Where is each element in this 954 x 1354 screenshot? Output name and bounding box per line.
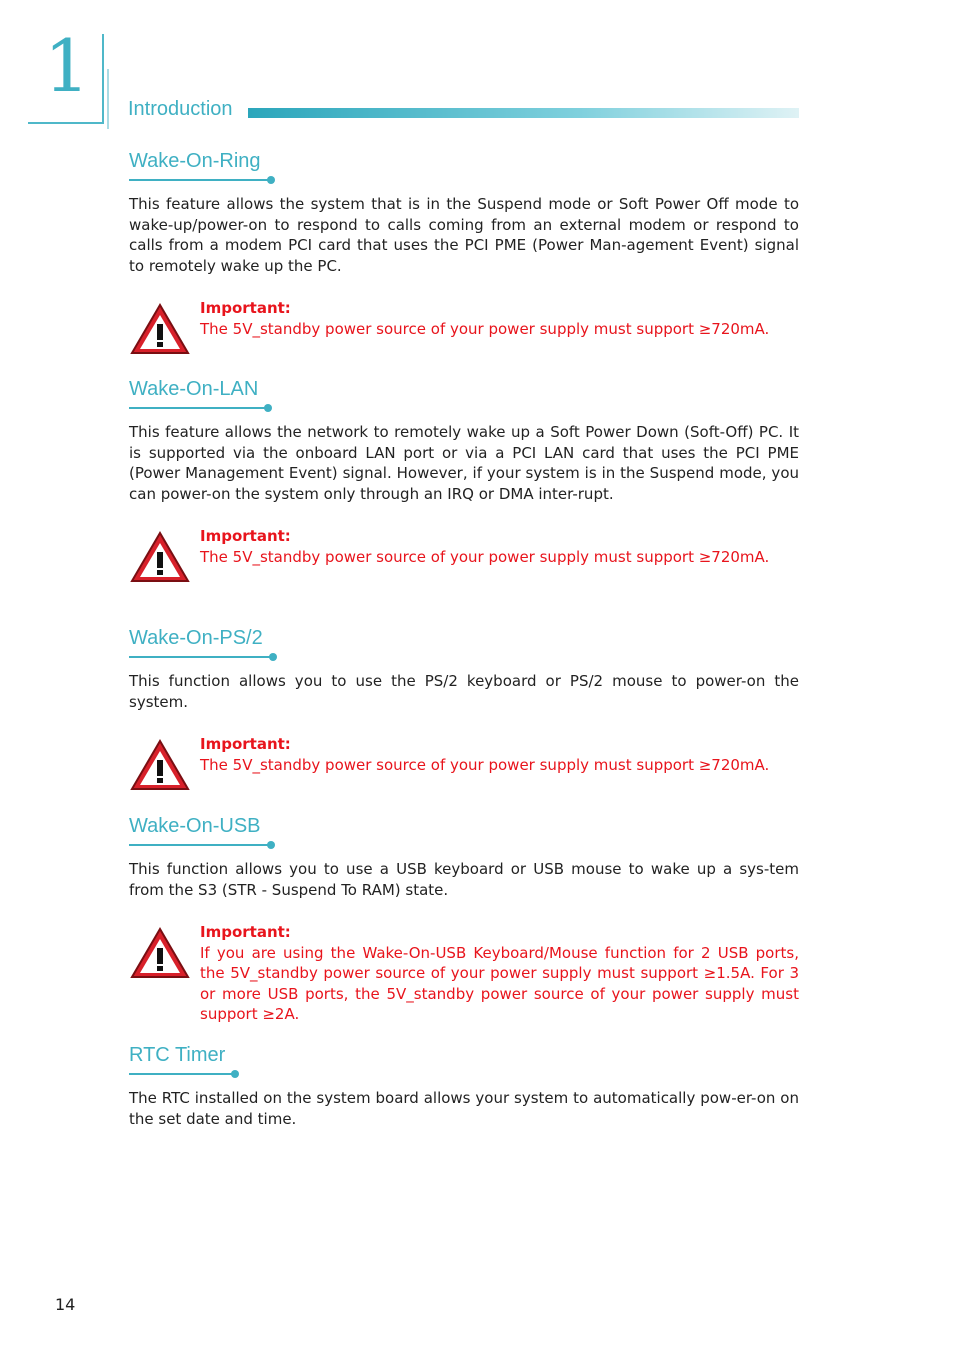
important-text: The 5V_standby power source of your power supply must support ≥720mA. [200,547,770,566]
section-heading: Wake-On-USB [129,815,261,846]
warning-triangle-icon [129,926,191,980]
section-heading: Wake-On-LAN [129,378,258,409]
section-heading: Wake-On-Ring [129,150,261,181]
section-wake-on-lan [129,378,799,582]
section-body: This feature allows the system that is in the Suspend mode or Soft Power Off mode to wake-up/power-on to respond to calls coming from an external modem or respond to calls from a modem PCI card that uses the PCI PME (Power Man-agement Event) signal to remotely wake up the PC. [129,195,799,275]
chapter-title: Introduction [128,98,233,120]
important-note [129,734,799,790]
section-heading: RTC Timer [129,1044,225,1075]
section-body: This feature allows the network to remotely wake up a Soft Power Down (Soft-Off) PC. It is supported via the onboard LAN port or via a PCI LAN card that uses the PCI PME (Power Management Event) signal. However, if your system is in the Suspend mode, you can power-on the system only through an IRQ or DMA inter-rupt. [129,423,799,503]
chapter-number: 1 [44,24,90,108]
page-number: 14 [55,1295,76,1314]
section-wake-on-usb [129,815,799,1025]
important-label: Important: [200,735,291,753]
important-note [129,526,799,582]
section-wake-on-ps2 [129,627,799,790]
section-body: The RTC installed on the system board allows your system to automatically pow-er-on on the set date and time. [129,1089,799,1128]
important-note [129,298,799,354]
section-rtc-timer [129,1044,799,1129]
section-heading: Wake-On-PS/2 [129,627,263,658]
warning-triangle-icon [129,530,191,584]
warning-triangle-icon [129,738,191,792]
important-label: Important: [200,923,291,941]
section-wake-on-ring [129,150,799,354]
important-text: If you are using the Wake-On-USB Keyboard/Mouse function for 2 USB ports, the 5V_standby power source of your power supply must support ≥1.5A. For 3 or more USB ports, the 5V_standby power source of your power supply must support ≥2A. [200,943,799,1023]
warning-triangle-icon [129,302,191,356]
important-text: The 5V_standby power source of your power supply must support ≥720mA. [200,319,770,338]
important-note [129,922,799,1025]
important-label: Important: [200,299,291,317]
important-text: The 5V_standby power source of your power supply must support ≥720mA. [200,755,770,774]
section-body: This function allows you to use a USB keyboard or USB mouse to wake up a sys-tem from the S3 (STR - Suspend To RAM) state. [129,860,799,899]
important-label: Important: [200,527,291,545]
chapter-title-rule [248,108,799,118]
section-body: This function allows you to use the PS/2 keyboard or PS/2 mouse to power-on the system. [129,672,799,711]
